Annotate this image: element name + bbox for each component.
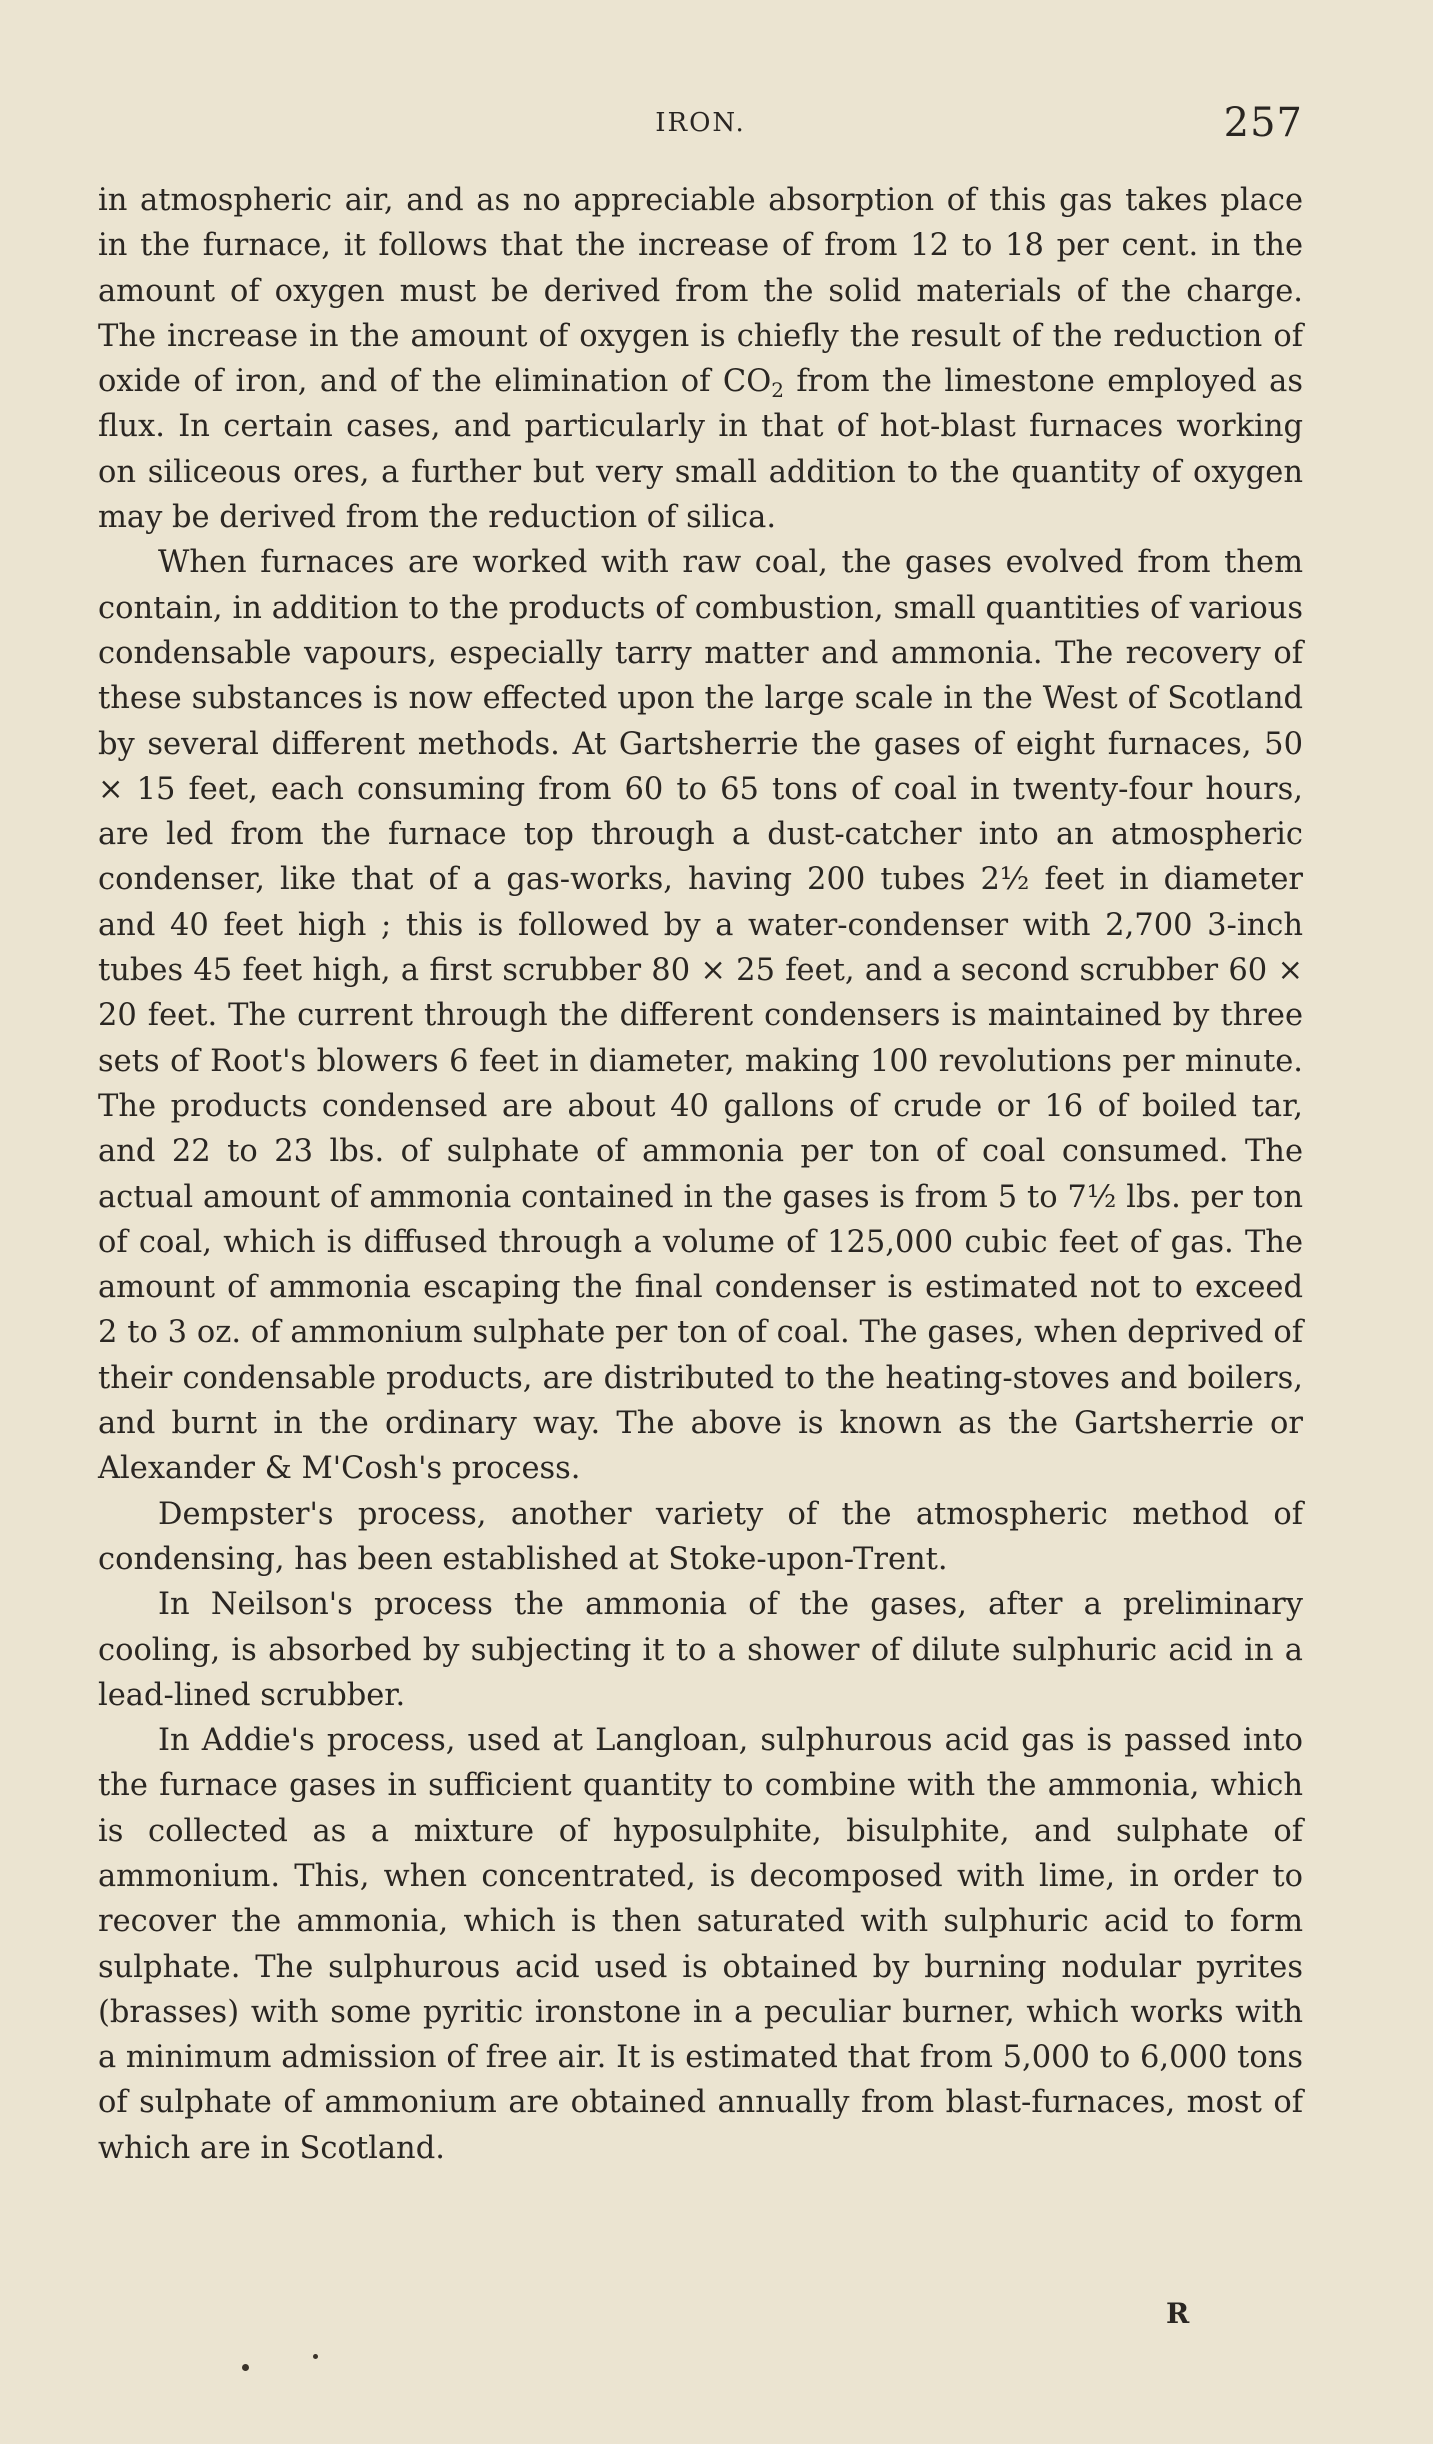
paragraph-1-text-a: in atmospheric air, and as no appreciable absorption of this gas takes place in the furnace, it follows that the increase of from 12 to 18 per cent. in the amount of oxygen must be derived from the solid materials of the charge. The increase in the amount of oxygen is chiefly the result of the reduction of oxide of iron, and of the elimination of CO	[98, 183, 1303, 400]
paragraph-2: When furnaces are worked with raw coal, the gases evolved from them contain, in addition to the products of combustion, small quantities of various condensable vapours, especially tarry matter and ammonia. The recovery of these substances is now effected upon the large scale in the West of Scotland by several different methods. At Gartsherrie the gases of eight furnaces, 50 × 15 feet, each consuming from 60 to 65 tons of coal in twenty-four hours, are led from the furnace top through a dust-catcher into an atmospheric condenser, like that of a gas-works, having 200 tubes 2½ feet in diameter and 40 feet high ; this is followed by a water-condenser with 2,700 3-inch tubes 45 feet high, a first scrubber 80 × 25 feet, and a second scrubber 60 × 20 feet. The current through the different condensers is maintained by three sets of Root's blowers 6 feet in diameter, making 100 revolutions per minute. The products condensed are about 40 gallons of crude or 16 of boiled tar, and 22 to 23 lbs. of sulphate of ammonia per ton of coal consumed. The actual amount of ammonia contained in the gases is from 5 to 7½ lbs. per ton of coal, which is diffused through a volume of 125,000 cubic feet of gas. The amount of ammonia escaping the final condenser is estimated not to exceed 2 to 3 oz. of ammonium sulphate per ton of coal. The gases, when deprived of their condensable products, are distributed to the heating-stoves and boilers, and burnt in the ordinary way. The above is known as the Gartsherrie or Alexander & M'Cosh's process.	[98, 545, 1303, 1487]
running-head: IRON.	[655, 108, 746, 138]
paragraph-4: In Neilson's process the ammonia of the gases, after a preliminary cooling, is absorbed by subjecting it to a shower of dilute sulphuric acid in a lead-lined scrubber.	[98, 1587, 1303, 1713]
ink-speck	[313, 2354, 318, 2359]
body-text	[98, 178, 1303, 2171]
co2-subscript: 2	[771, 378, 784, 403]
ink-speck	[242, 2364, 249, 2371]
page-number: 257	[1223, 100, 1303, 146]
signature-mark: R	[1166, 2297, 1190, 2330]
paragraph-3: Dempster's process, another variety of the atmospheric method of condensing, has been established at Stoke-upon-Trent.	[98, 1496, 1303, 1577]
paragraph-1-text-b: from the limestone employed as flux. In certain cases, and particularly in that of hot-blast furnaces working on siliceous ores, a further but very small addition to the quantity of oxygen may be derived from the reduction of silica.	[98, 364, 1303, 536]
page-header	[98, 100, 1303, 160]
paragraph-1	[98, 178, 1303, 540]
paragraph-5: In Addie's process, used at Langloan, sulphurous acid gas is passed into the furnace gases in sufficient quantity to combine with the ammonia, which is collected as a mixture of hyposulphite, bisulphite, and sulphate of ammonium. This, when concentrated, is decomposed with lime, in order to recover the ammonia, which is then saturated with sulphuric acid to form sulphate. The sulphurous acid used is obtained by burning nodular pyrites (brasses) with some pyritic ironstone in a peculiar burner, which works with a minimum admission of free air. It is estimated that from 5,000 to 6,000 tons of sulphate of ammonium are obtained annually from blast-furnaces, most of which are in Scotland.	[98, 1723, 1303, 2166]
